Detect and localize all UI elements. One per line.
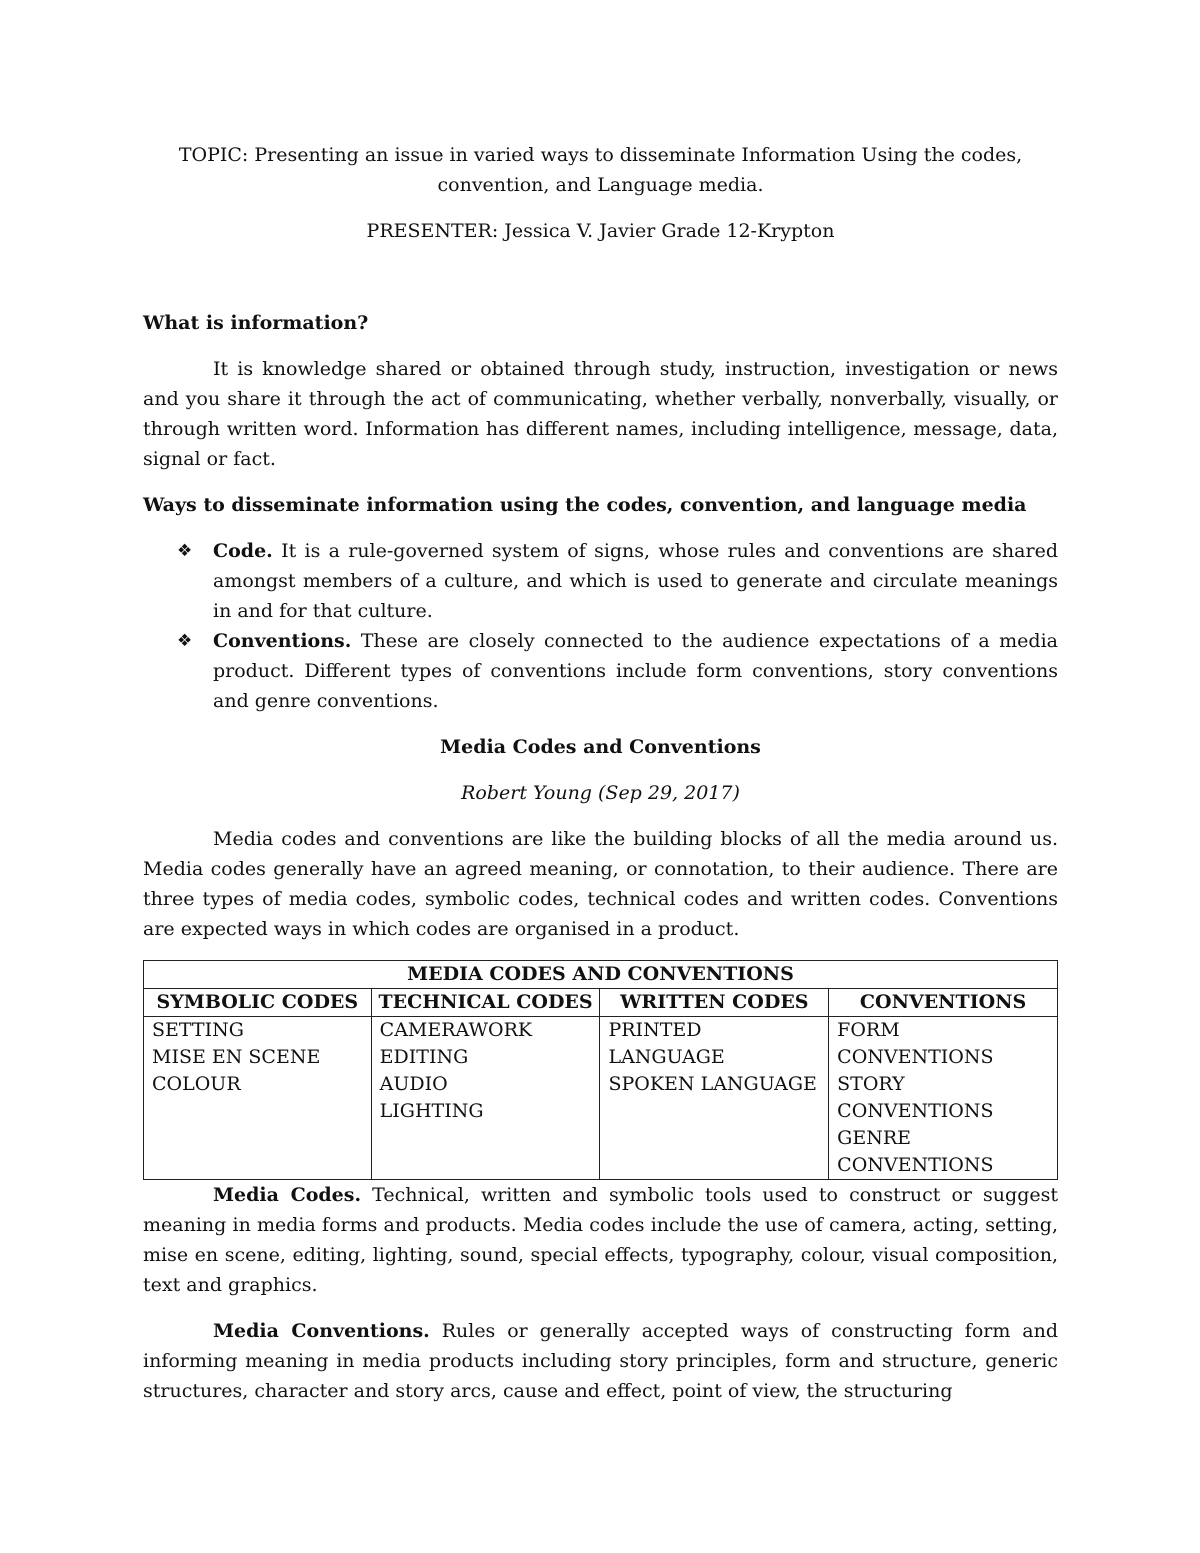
table-cell-line: FORM [837,1019,900,1041]
diamond-bullet-icon: ❖ [177,541,193,561]
topic-heading [143,140,1058,200]
table-cell-line: COLOUR [152,1073,241,1095]
table-header-row [144,989,1058,1017]
bullet-term: Code. [213,540,273,562]
table-header-cell: TECHNICAL CODES [371,989,600,1017]
media-conventions-definition [143,1316,1058,1406]
table-header-cell: WRITTEN CODES [600,989,829,1017]
bullet-text: These are closely connected to the audience expectations of a media product. Different types of conventions include form conventions, story conventions and genre conventions. [213,630,1058,712]
technical-codes-cell [371,1017,600,1180]
definition-term: Media Codes. [213,1184,362,1206]
topic-line-2: convention, and Language media. [437,174,764,196]
ways-heading: Ways to disseminate information using the codes, convention, and language media [143,494,1027,516]
table-row [144,1017,1058,1180]
table-cell-line: EDITING [379,1046,469,1068]
table-cell-line: SPOKEN LANGUAGE [608,1073,817,1095]
media-section-title: Media Codes and Conventions [440,736,761,758]
conventions-cell [829,1017,1058,1180]
list-item [143,536,1058,626]
definition-text: Rules or generally accepted ways of constructing form and informing meaning in media products including story principles, form and structure, generic structures, character and story arcs, cause and effect, point of view, the structuring [143,1320,1058,1402]
table-cell-line: STORY [837,1073,905,1095]
definition-text: Technical, written and symbolic tools used to construct or suggest meaning in media forms and products. Media codes include the use of camera, acting, setting, mise en scene, editing, lighting, sound, special effects, typography, colour, visual composition, text and graphics. [143,1184,1059,1296]
presenter-line: PRESENTER: Jessica V. Javier Grade 12-Krypton [366,220,835,242]
what-is-information-heading: What is information? [143,312,369,334]
table-caption: MEDIA CODES AND CONVENTIONS [144,961,1058,989]
list-item [143,626,1058,716]
table-cell-line: CONVENTIONS [837,1046,994,1068]
symbolic-codes-cell [144,1017,372,1180]
table-header-cell: CONVENTIONS [829,989,1058,1017]
document-page [143,140,1058,1406]
topic-line-1: TOPIC: Presenting an issue in varied ways to disseminate Information Using the codes, [178,144,1023,166]
written-codes-cell [600,1017,829,1180]
bullet-term: Conventions. [213,630,352,652]
ways-bullet-list [143,536,1058,716]
table-header-cell: SYMBOLIC CODES [144,989,372,1017]
diamond-bullet-icon: ❖ [177,631,193,651]
media-codes-table [143,960,1058,1180]
table-cell-line: AUDIO [379,1073,448,1095]
bullet-text: It is a rule-governed system of signs, whose rules and conventions are shared amongst members of a culture, and which is used to generate and circulate meanings in and for that culture. [213,540,1058,622]
author-byline: Robert Young (Sep 29, 2017) [461,782,740,804]
table-cell-line: CONVENTIONS [837,1154,994,1176]
table-cell-line: SETTING [152,1019,244,1041]
table-cell-line: LANGUAGE [608,1046,725,1068]
definition-term: Media Conventions. [213,1320,430,1342]
table-cell-line: MISE EN SCENE [152,1046,321,1068]
table-cell-line: PRINTED [608,1019,702,1041]
media-codes-definition [143,1180,1058,1300]
table-cell-line: GENRE [837,1127,912,1149]
media-intro-paragraph: Media codes and conventions are like the building blocks of all the media around us. Media codes generally have an agreed meaning, or connotation, to their audience. There are three types of media codes, symbolic codes, technical codes and written codes. Conventions are expected ways in which codes are organised in a product. [143,828,1058,940]
table-cell-line: CONVENTIONS [837,1100,994,1122]
table-cell-line: CAMERAWORK [379,1019,533,1041]
what-is-information-body: It is knowledge shared or obtained through study, instruction, investigation or news and you share it through the act of communicating, whether verbally, nonverbally, visually, or through written word. Information has different names, including intelligence, message, data, signal or fact. [143,358,1058,470]
table-cell-line: LIGHTING [379,1100,484,1122]
